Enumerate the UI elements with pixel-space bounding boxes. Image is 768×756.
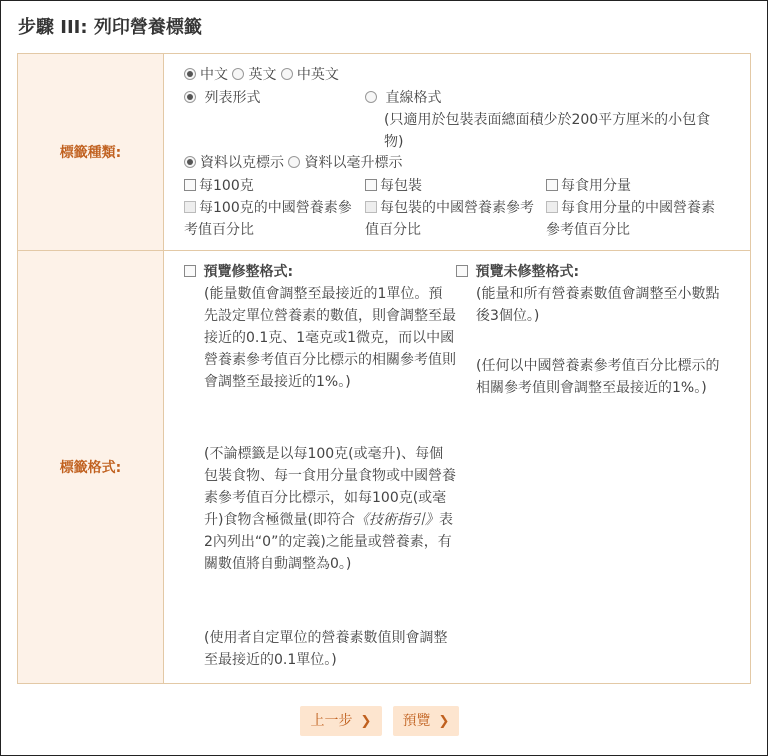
label-type-heading: 標籤種類:: [18, 54, 164, 251]
per-package-checkbox[interactable]: [365, 179, 377, 191]
per-100g-checkbox[interactable]: [184, 179, 196, 191]
lang-en-radio[interactable]: [232, 68, 244, 80]
per-package-label: 每包裝: [380, 178, 422, 194]
per-serving-checkbox[interactable]: [546, 179, 558, 191]
unit-ml-label: 資料以毫升標示: [304, 155, 403, 171]
prev-button-label: 上一步: [310, 713, 353, 729]
layout-linear-radio[interactable]: [365, 91, 377, 103]
rounded-note-2: (不論標籤是以每100克(或毫升)、每個包裝食物、每一食用分量食物或中國營養素參考值百分比標示，如每100克(或毫升)食物含極微量(即符合《技術指引》表2內列出“0”的定義)之能量或營養素，有關數值將自動調整為0。): [204, 446, 456, 572]
lang-zhen-label: 中英文: [296, 67, 339, 83]
unit-gram-radio[interactable]: [184, 156, 196, 168]
rounded-title: 預覽修整格式:: [203, 264, 294, 280]
chevron-right-icon: ❯: [438, 714, 450, 729]
linear-note: (只適用於包裝表面總面積少於200平方厘米的小包食物): [384, 112, 711, 150]
layout-list-radio[interactable]: [184, 91, 196, 103]
preview-button[interactable]: [393, 706, 459, 736]
rounded-checkbox[interactable]: [184, 265, 196, 277]
per-package-nrv-checkbox[interactable]: [365, 201, 377, 213]
label-format-row: [18, 251, 751, 684]
unrounded-checkbox[interactable]: [456, 265, 468, 277]
page-title: 步驟 III: 列印營養標籤: [18, 17, 202, 38]
label-type-options: [164, 54, 751, 251]
unit-gram-label: 資料以克標示: [200, 155, 284, 171]
per-serving-label: 每食用分量: [561, 178, 631, 194]
per-100g-label: 每100克: [199, 178, 254, 194]
lang-zh-label: 中文: [200, 67, 228, 83]
layout-list-label: 列表形式: [204, 90, 261, 106]
unrounded-title: 預覽未修整格式:: [475, 264, 580, 280]
per-package-nrv-label: 每包裝的中國營養素參考值百分比: [365, 200, 534, 238]
chevron-right-icon: ❯: [360, 714, 372, 729]
label-type-row: [18, 54, 751, 251]
label-format-heading: 標籤格式:: [18, 251, 164, 684]
unrounded-note-2: (任何以中國營養素參考值百分比標示的相關參考值則會調整至最接近的1%。): [476, 358, 720, 396]
per-100g-nrv-label: 每100克的中國營養素參考值百分比: [184, 200, 352, 238]
label-format-options: [164, 251, 751, 684]
layout-linear-label: 直線格式: [385, 90, 442, 106]
lang-zh-radio[interactable]: [184, 68, 196, 80]
settings-table: [17, 53, 751, 684]
preview-button-label: 預覽: [402, 713, 431, 729]
rounded-note-1: (能量數值會調整至最接近的1單位。預先設定單位營養素的數值，則會調整至最接近的0.1克、1毫克或1微克，而以中國營養素參考值百分比標示的相關參考值則會調整至最接近的1%。): [204, 286, 456, 390]
per-serving-nrv-label: 每食用分量的中國營養素參考值百分比: [546, 200, 715, 238]
per-100g-nrv-checkbox[interactable]: [184, 201, 196, 213]
rounded-note-3: (使用者自定單位的營養素數值則會調整至最接近的0.1單位。): [204, 630, 448, 668]
unrounded-note-1: (能量和所有營養素數值會調整至小數點後3個位。): [476, 286, 720, 324]
lang-zhen-radio[interactable]: [281, 68, 293, 80]
prev-button[interactable]: [300, 706, 382, 736]
lang-en-label: 英文: [248, 67, 277, 83]
per-serving-nrv-checkbox[interactable]: [546, 201, 558, 213]
unit-ml-radio[interactable]: [288, 156, 300, 168]
technical-guideline-link[interactable]: 《技術指引》: [354, 512, 439, 528]
